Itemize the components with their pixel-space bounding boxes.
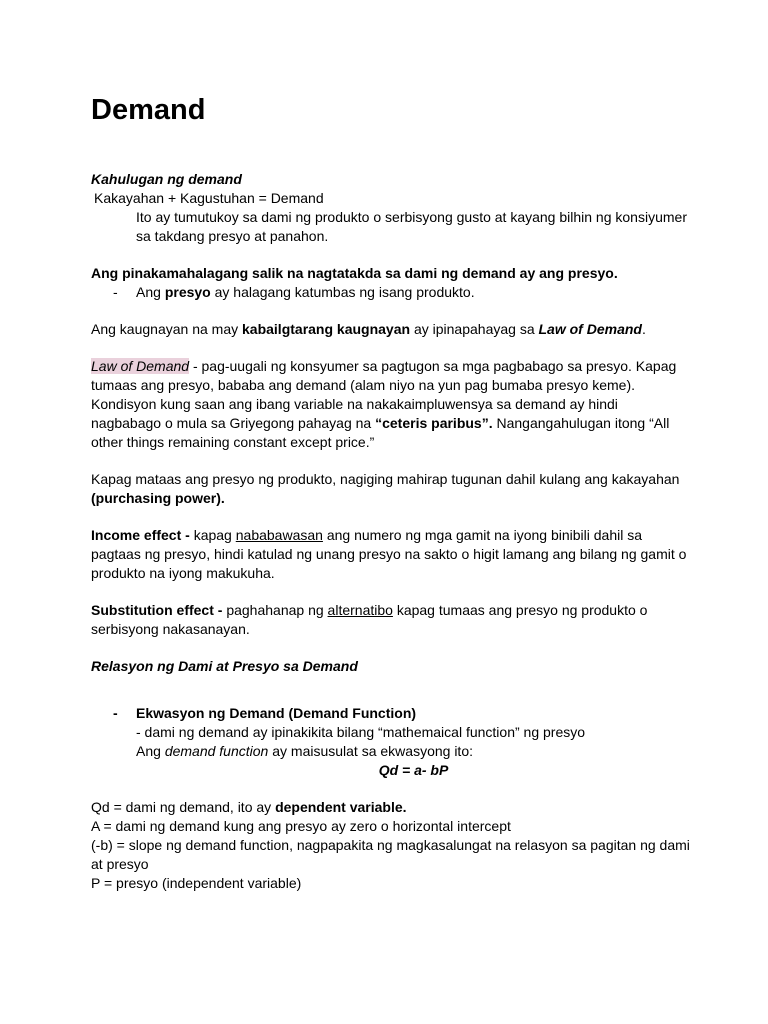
law-post: Nangangahulugan itong “All other things remaining constant except price.” <box>91 415 670 450</box>
kahulugan-heading: Kahulugan ng demand <box>91 171 242 187</box>
salik-bullet-post: ay halagang katumbas ng isang produkto. <box>210 284 475 300</box>
law-ceteris-paribus: “ceteris paribus”. <box>375 415 493 431</box>
demand-equation: Qd = a- bP <box>378 762 449 778</box>
bullet-dash: - <box>113 705 118 721</box>
law-paragraph <box>91 357 691 452</box>
variable-qd-bold: dependent variable. <box>275 799 407 815</box>
law-text: - pag-uugali ng konsyumer sa pagtugon sa mga pagbabago sa presyo. Kapag tumaas ang presyo, bababa ang demand (alam niyo na yun pag bumaba presyo keme). Kondisyon kung saan ang ibang variable na nakakaimpluwensya sa demand ay hindi nagbabago o mula sa Griyegong pahayag na <box>91 358 677 431</box>
substitution-post: kapag tumaas ang presyo ng produkto o serbisyong nakasanayan. <box>91 602 648 637</box>
relasyon-heading-block <box>91 657 691 676</box>
variables-section <box>91 798 691 893</box>
kahulugan-definition: Ito ay tumutukoy sa dami ng produkto o serbisyong gusto at kayang bilhin ng konsiyumer sa takdang presyo at panahon. <box>136 209 687 244</box>
kaugnayan-pre: Ang kaugnayan na may <box>91 321 242 337</box>
ekwasyon-line2-italic: demand function <box>164 743 269 759</box>
salik-section <box>91 264 691 302</box>
page-title: Demand <box>91 94 206 126</box>
income-underlined-word: nababawasan <box>235 527 323 543</box>
income-effect-paragraph <box>91 526 691 583</box>
salik-bullet-text <box>136 283 475 302</box>
ekwasyon-line2-pre: Ang <box>136 743 165 759</box>
kahulugan-section <box>91 170 691 246</box>
kaugnayan-paragraph <box>91 320 691 339</box>
kaugnayan-mid: ay ipinapahayag sa <box>410 321 539 337</box>
ekwasyon-section <box>91 704 691 780</box>
substitution-underlined-word: alternatibo <box>327 602 393 618</box>
income-effect-label: Income effect - <box>91 527 194 543</box>
salik-heading: Ang pinakamahalagang salik na nagtatakda sa dami ng demand ay ang presyo. <box>91 265 618 281</box>
income-pre: kapag <box>193 527 236 543</box>
ekwasyon-line2-post: ay maisusulat sa ekwasyong ito: <box>268 743 473 759</box>
document-body <box>91 170 691 911</box>
variable-qd-pre: Qd = dami ng demand, ito ay <box>91 799 276 815</box>
kaugnayan-post: . <box>641 321 646 337</box>
kahulugan-formula: Kakayahan + Kagustuhan = Demand <box>94 190 324 206</box>
variable-qd <box>91 798 691 817</box>
mataas-bold: (purchasing power). <box>91 490 225 506</box>
ekwasyon-heading: Ekwasyon ng Demand (Demand Function) <box>136 705 417 721</box>
ekwasyon-bullet <box>91 704 691 723</box>
law-term-highlight: Law of Demand <box>91 358 190 374</box>
ekwasyon-line2 <box>91 742 691 761</box>
kaugnayan-law-term: Law of Demand <box>538 321 642 337</box>
bullet-dash: - <box>113 284 118 300</box>
income-post: ang numero ng mga gamit na iyong binibili dahil sa pagtaas ng presyo, hindi katulad ng unang presyo na sakto o higit lamang ang bilang ng gamit o produkto na iyong makukuha. <box>91 527 687 581</box>
kaugnayan-bold: kabailgtarang kaugnayan <box>242 321 411 337</box>
salik-bullet-bold: presyo <box>164 284 211 300</box>
substitution-pre: paghahanap ng <box>226 602 328 618</box>
salik-bullet-pre: Ang <box>136 284 165 300</box>
variable-b: (-b) = slope ng demand function, nagpapakita ng magkasalungat na relasyon sa pagitan ng dami at presyo <box>91 837 690 872</box>
relasyon-heading: Relasyon ng Dami at Presyo sa Demand <box>91 658 358 674</box>
substitution-effect-label: Substitution effect - <box>91 602 227 618</box>
mataas-text: Kapag mataas ang presyo ng produkto, nagiging mahirap tugunan dahil kulang ang kakayahan <box>91 471 680 487</box>
mataas-paragraph <box>91 470 691 508</box>
salik-bullet <box>91 283 691 302</box>
variable-a: A = dami ng demand kung ang presyo ay zero o horizontal intercept <box>91 818 511 834</box>
substitution-effect-paragraph <box>91 601 691 639</box>
variable-p: P = presyo (independent variable) <box>91 875 302 891</box>
ekwasyon-line1: - dami ng demand ay ipinakikita bilang “mathemaical function” ng presyo <box>136 724 586 740</box>
